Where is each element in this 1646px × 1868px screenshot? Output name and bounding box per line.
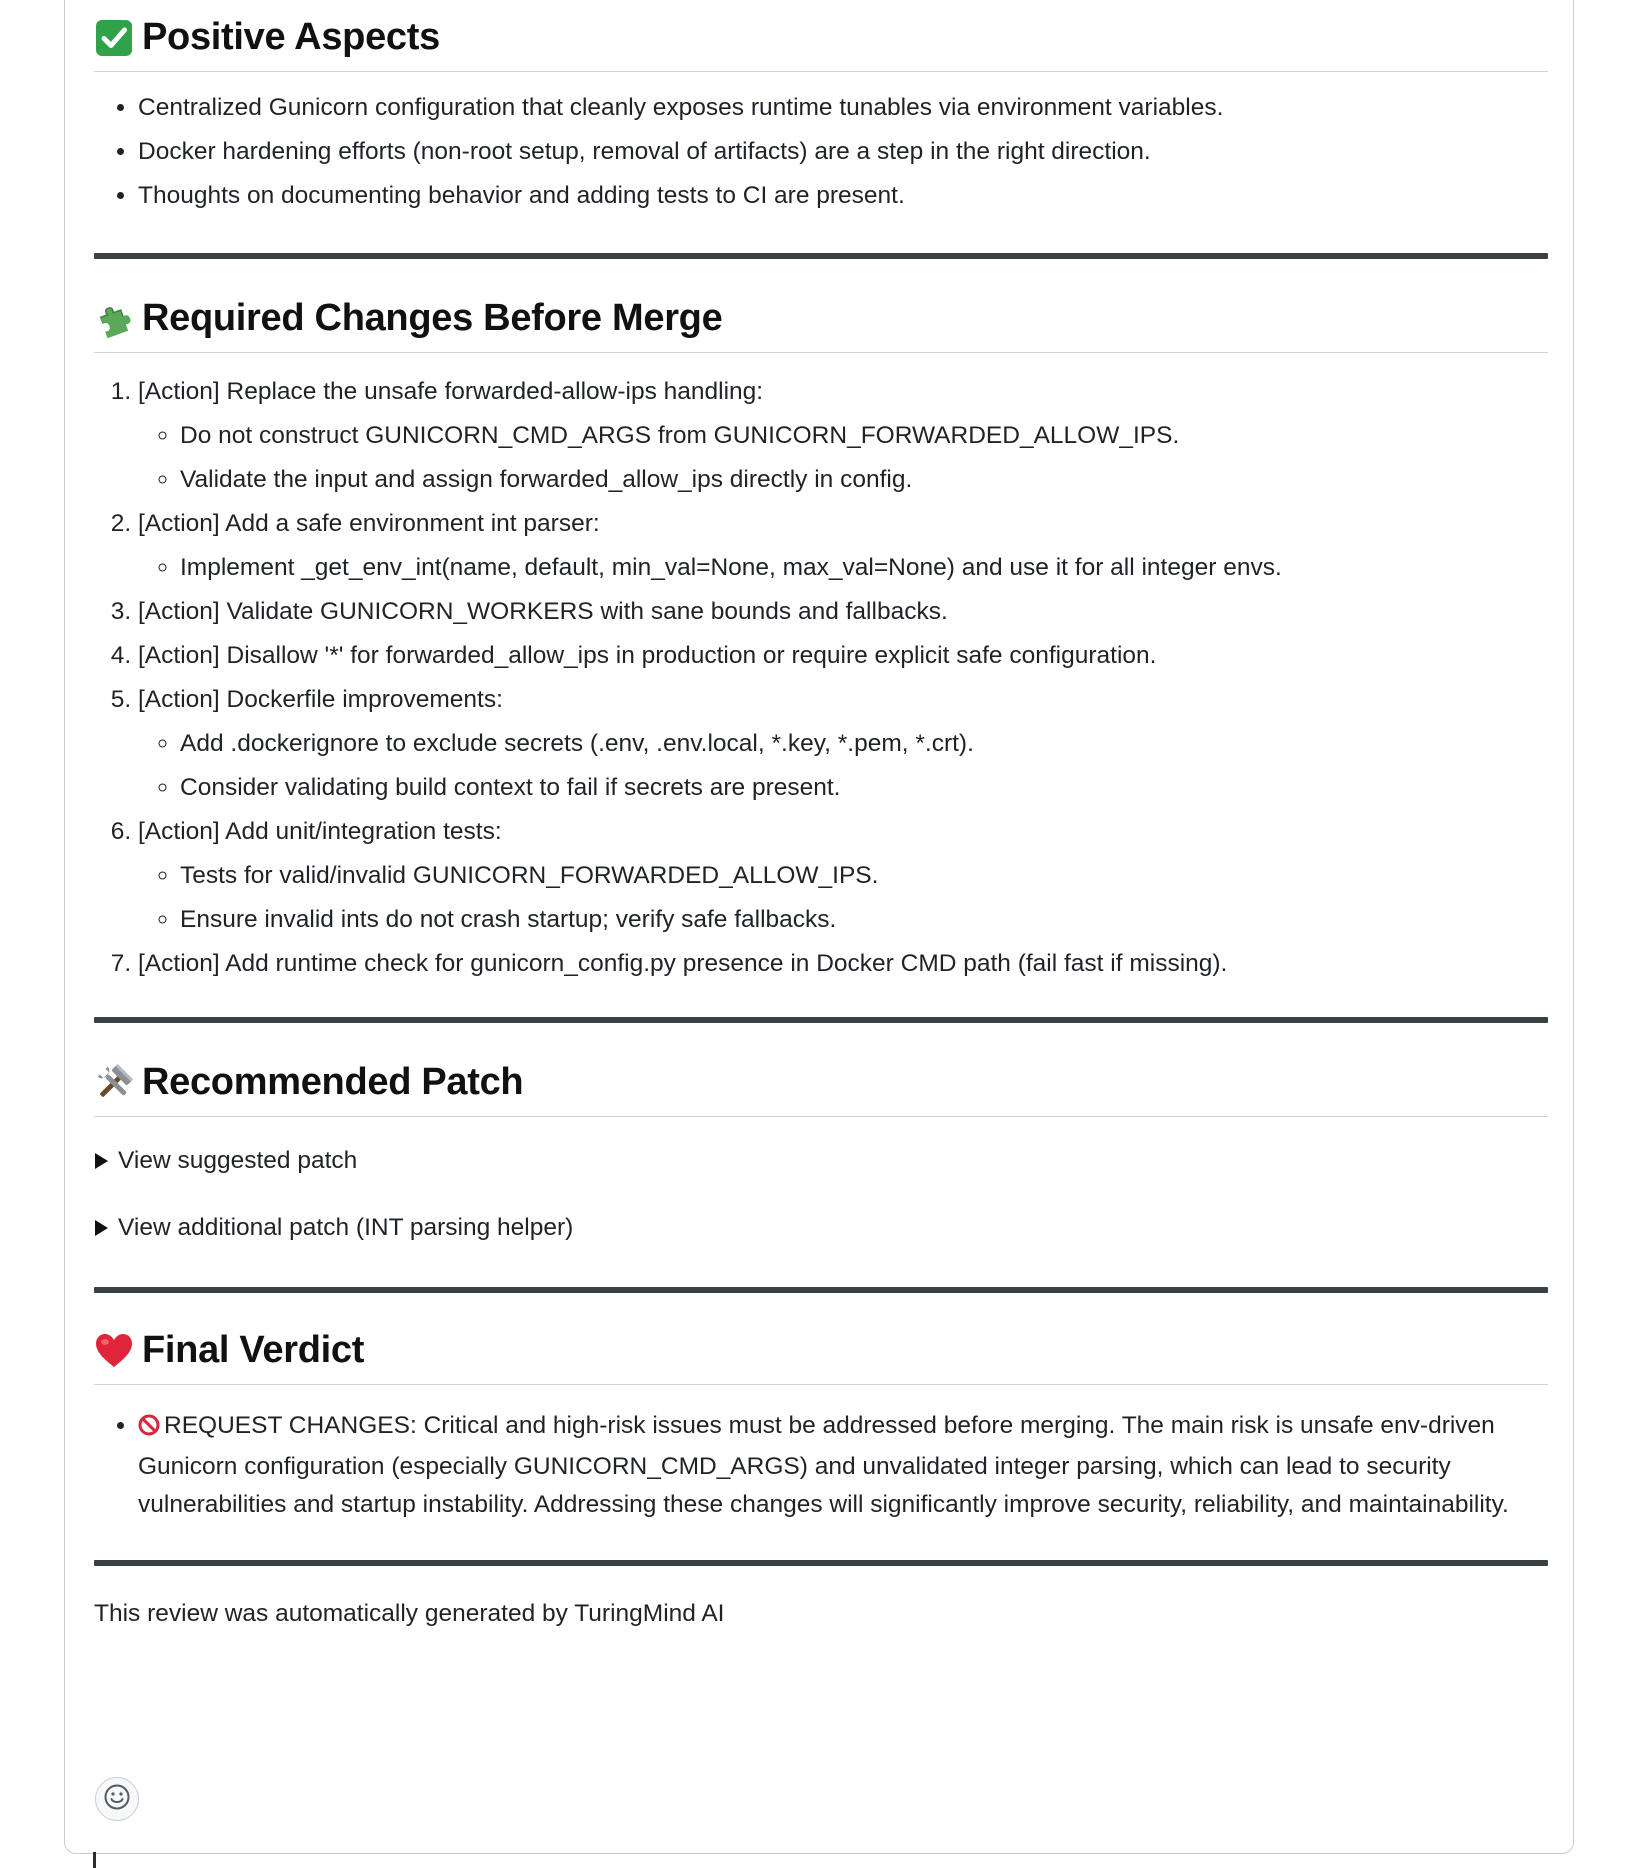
comment-body bbox=[94, 0, 1548, 1628]
action-sublist bbox=[138, 549, 1548, 586]
section-title: Final Verdict bbox=[142, 1329, 365, 1371]
view-additional-patch-toggle[interactable] bbox=[94, 1206, 1548, 1250]
section-title: Positive Aspects bbox=[142, 16, 440, 58]
timeline-line bbox=[93, 1852, 96, 1868]
action-subitem: ◦ Implement _get_env_int(name, default, min_val=None, max_val=None) and use it for all integer envs. bbox=[180, 549, 1548, 586]
action-item-text: [Action] Validate GUNICORN_WORKERS with sane bounds and fallbacks. bbox=[138, 598, 948, 625]
positive-aspects-heading bbox=[94, 0, 1548, 72]
action-item-text: [Action] Dockerfile improvements: bbox=[138, 686, 503, 713]
action-subitem: ◦ Ensure invalid ints do not crash startup; verify safe fallbacks. bbox=[180, 901, 1548, 938]
action-item bbox=[138, 681, 1548, 806]
view-suggested-patch-toggle[interactable] bbox=[94, 1139, 1548, 1183]
action-subitem: ◦ Validate the input and assign forwarded_allow_ips directly in config. bbox=[180, 461, 1548, 498]
section-divider bbox=[94, 253, 1548, 259]
final-verdict-list bbox=[94, 1407, 1548, 1524]
disclosure-triangle-icon bbox=[95, 1220, 108, 1236]
smiley-face-icon bbox=[103, 1783, 131, 1816]
action-item bbox=[138, 945, 1548, 982]
red-heart-icon bbox=[94, 1331, 134, 1371]
action-subitem: ◦ Consider validating build context to fail if secrets are present. bbox=[180, 769, 1548, 806]
check-mark-button-icon bbox=[94, 18, 134, 58]
action-item-text: [Action] Add unit/integration tests: bbox=[138, 818, 502, 845]
disclosure-triangle-icon bbox=[95, 1153, 108, 1169]
recommended-patch-heading bbox=[94, 1061, 1548, 1117]
section-title: Required Changes Before Merge bbox=[142, 297, 723, 339]
action-item-text: [Action] Add a safe environment int parser: bbox=[138, 510, 600, 537]
section-divider bbox=[94, 1287, 1548, 1293]
action-item bbox=[138, 505, 1548, 586]
required-changes-heading bbox=[94, 297, 1548, 353]
action-sublist bbox=[138, 417, 1548, 498]
final-verdict-heading bbox=[94, 1329, 1548, 1385]
section-divider bbox=[94, 1560, 1548, 1566]
action-subitem: ◦ Add .dockerignore to exclude secrets (.env, .env.local, *.key, *.pem, *.crt). bbox=[180, 725, 1548, 762]
action-item bbox=[138, 593, 1548, 630]
verdict-text: REQUEST CHANGES: Critical and high-risk issues must be addressed before merging. The main risk is unsafe env-driven Gunicorn configuration (especially GUNICORN_CMD_ARGS) and unvalidated integer parsing, which can lead to security vulnerabilities and startup instability. Addressing these changes will significantly improve security, reliability, and maintainability. bbox=[138, 1412, 1509, 1518]
section-title: Recommended Patch bbox=[142, 1061, 524, 1103]
add-reaction-button[interactable] bbox=[95, 1777, 139, 1821]
required-changes-list bbox=[94, 373, 1548, 982]
action-item bbox=[138, 637, 1548, 674]
action-item-text: [Action] Disallow '*' for forwarded_allow_ips in production or require explicit safe configuration. bbox=[138, 642, 1157, 669]
list-item: • Thoughts on documenting behavior and adding tests to CI are present. bbox=[138, 174, 1548, 218]
puzzle-piece-icon bbox=[94, 299, 134, 339]
positive-aspects-list bbox=[94, 86, 1548, 218]
section-divider bbox=[94, 1017, 1548, 1023]
summary-label: View additional patch (INT parsing helper) bbox=[118, 1214, 574, 1241]
hammer-and-wrench-icon bbox=[94, 1063, 134, 1103]
action-sublist bbox=[138, 725, 1548, 806]
action-subitem: ◦ Do not construct GUNICORN_CMD_ARGS from GUNICORN_FORWARDED_ALLOW_IPS. bbox=[180, 417, 1548, 454]
prohibited-icon bbox=[138, 1410, 160, 1448]
action-item-text: [Action] Replace the unsafe forwarded-allow-ips handling: bbox=[138, 378, 764, 405]
action-item bbox=[138, 373, 1548, 498]
summary-label: View suggested patch bbox=[118, 1147, 358, 1174]
action-item-text: [Action] Add runtime check for gunicorn_config.py presence in Docker CMD path (fail fast if missing). bbox=[138, 950, 1228, 977]
list-item bbox=[138, 1407, 1548, 1524]
action-subitem: ◦ Tests for valid/invalid GUNICORN_FORWARDED_ALLOW_IPS. bbox=[180, 857, 1548, 894]
footer-note: This review was automatically generated by TuringMind AI bbox=[94, 1600, 725, 1627]
action-item bbox=[138, 813, 1548, 938]
action-sublist bbox=[138, 857, 1548, 938]
list-item: • Centralized Gunicorn configuration that cleanly exposes runtime tunables via environment variables. bbox=[138, 86, 1548, 130]
list-item: • Docker hardening efforts (non-root setup, removal of artifacts) are a step in the right direction. bbox=[138, 130, 1548, 174]
patch-details-group bbox=[94, 1139, 1548, 1250]
